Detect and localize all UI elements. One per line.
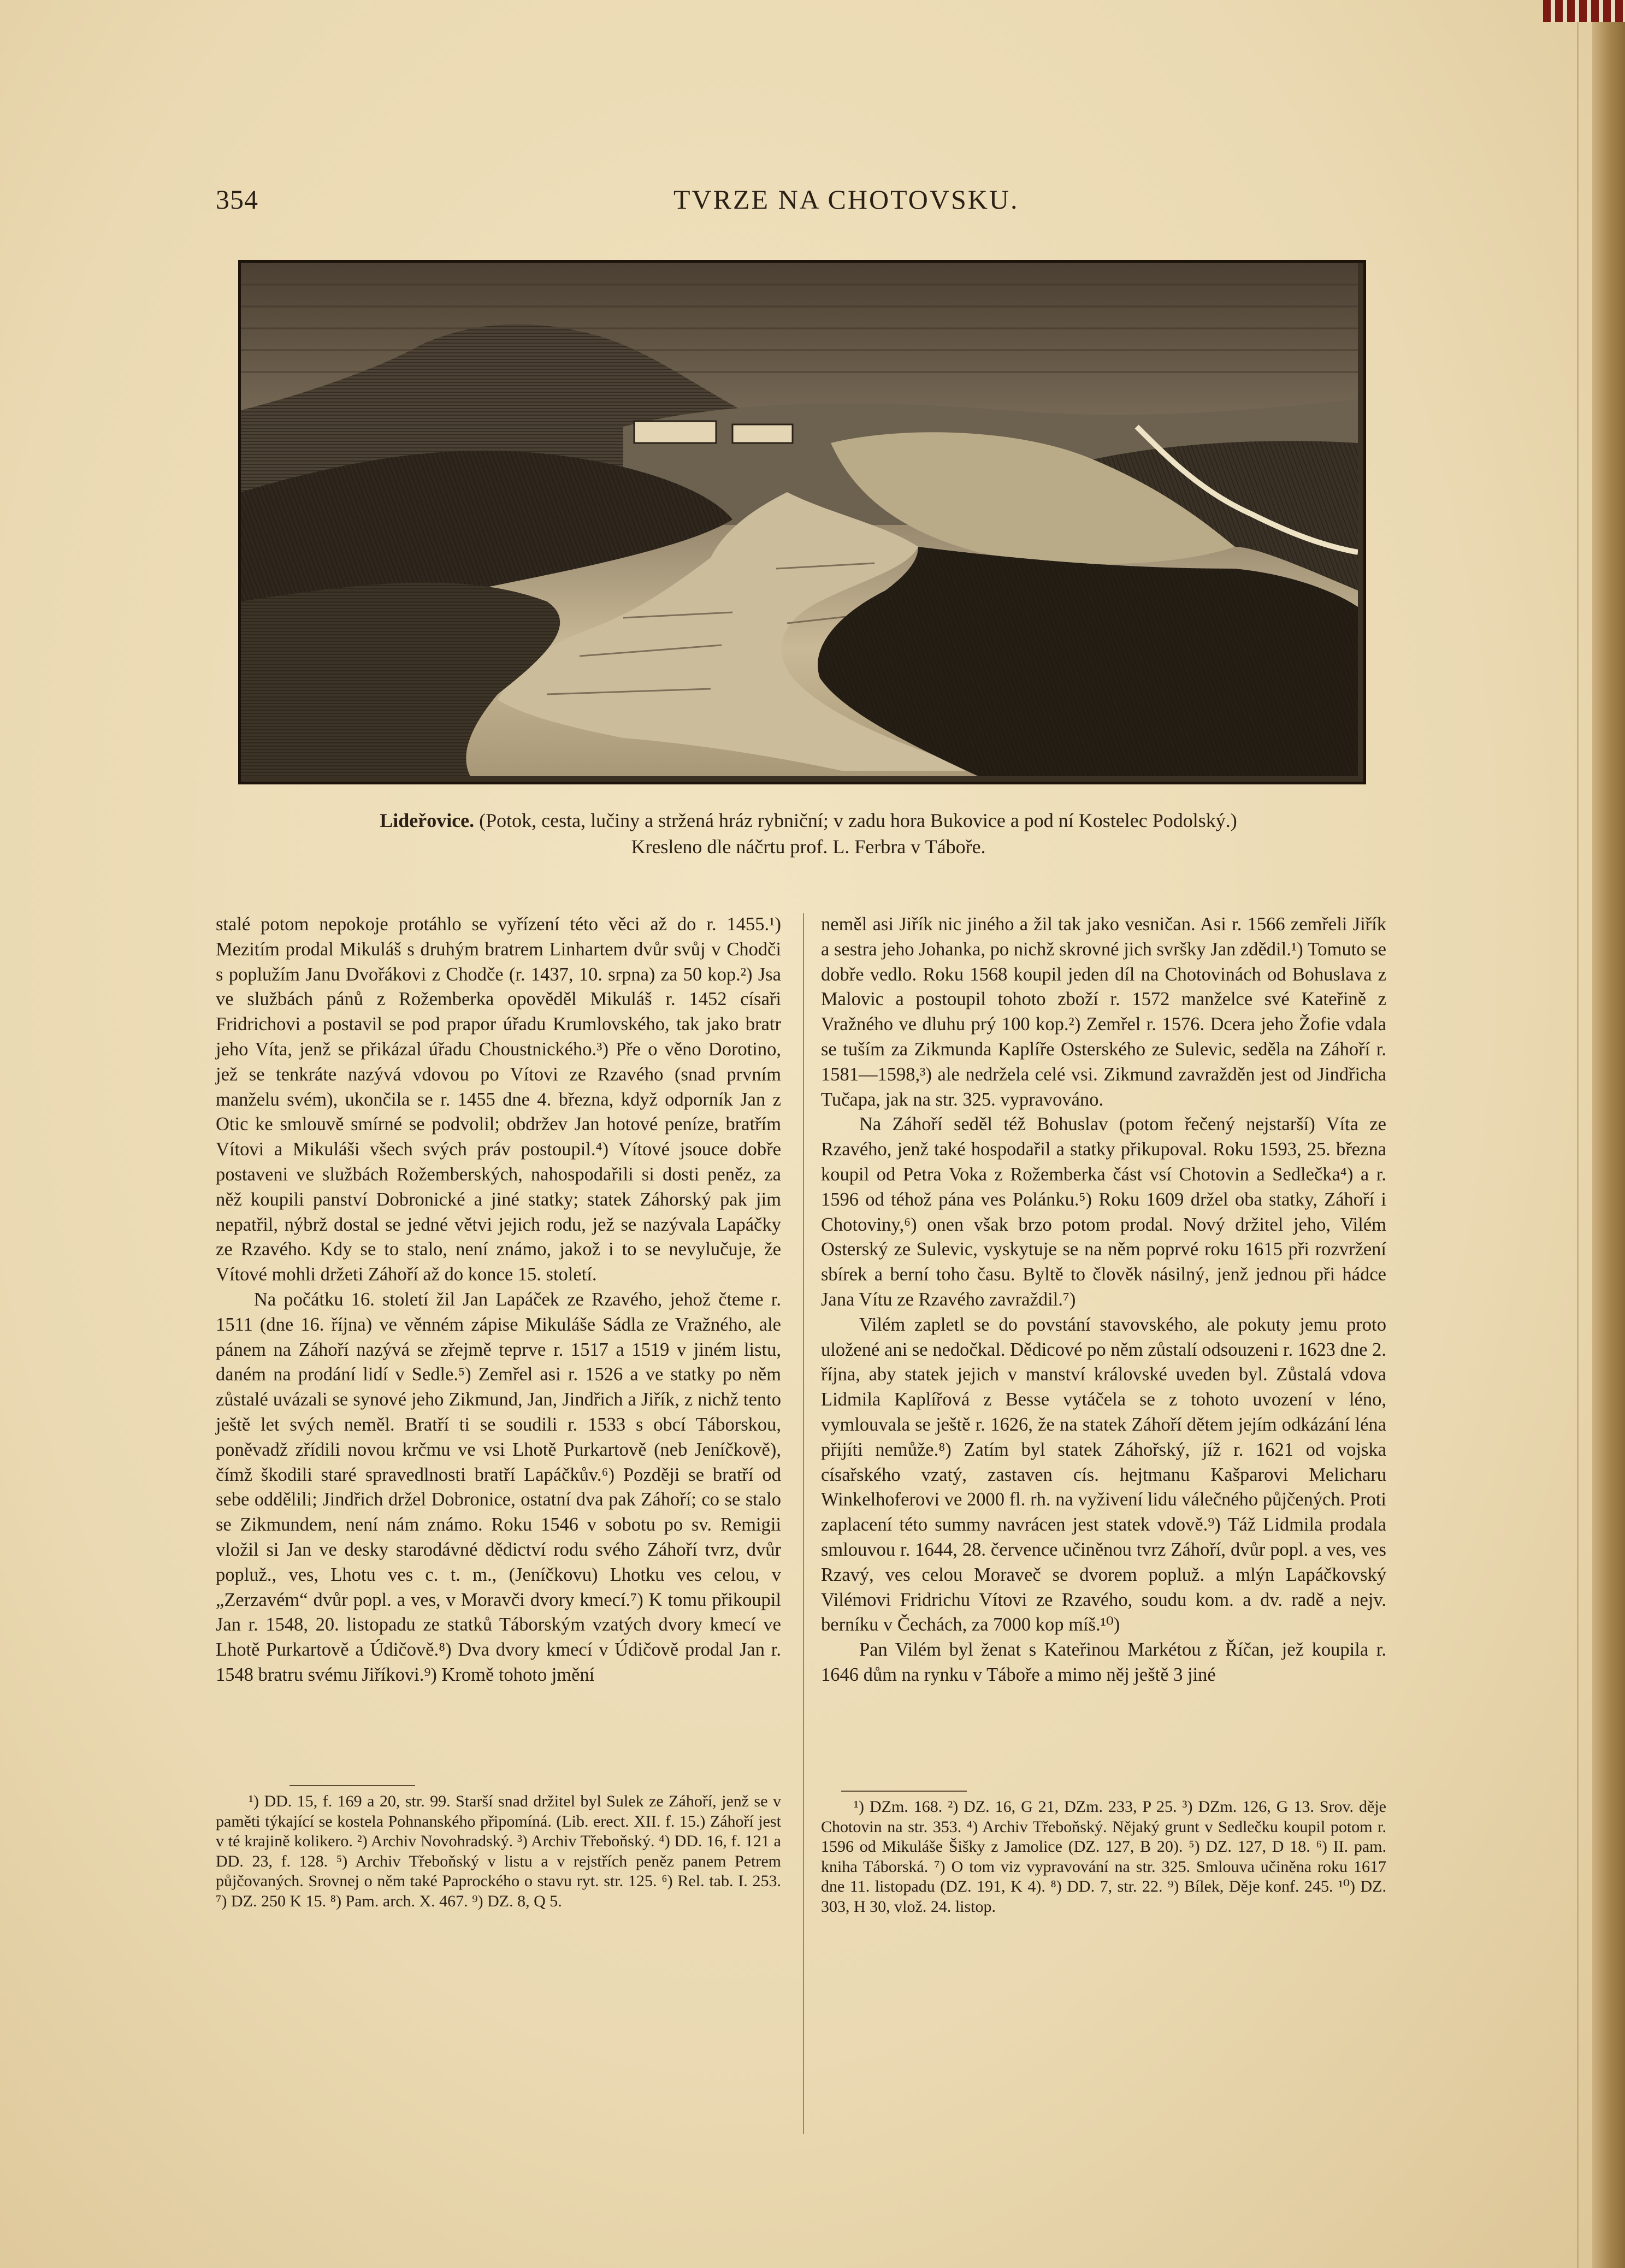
landscape-engraving-icon <box>241 263 1358 776</box>
paragraph: Na počátku 16. století žil Jan Lapáček ze Rzavého, jehož čteme r. 1511 (dne 16. října) ve věnném zápise Mikuláše Sádla ze Vražného, ale pánem na Záhoří nazývá se zřejmě teprve r. 1517 a 1519 v jiném listu, daném na prodání lidí v Sedle.⁵) Zemřel asi r. 1526 a ve statky po něm zůstalé uvázali se synové jeho Zikmund, Jan, Jindřich a Jiřík, z nichž tento ještě let svých neměl. Bratří ti se soudili r. 1533 s obcí Táborskou, poněvadž zřídili novou krčmu ve vsi Lhotě Purkartově (neb Jeníčkově), čímž škodili staré spravedlnosti bratří Lapáčkův.⁶) Později se bratří od sebe oddělili; Jindřich držel Dobronice, ostatní dva pak Záhoří; co se stalo se Zikmundem, není nám známo. Roku 1546 v sobotu po sv. Remigii vložil si Jan ve desky starodávné dědictví rodu svého Záhoří tvrz, dvůr popluž., ves, Lhotu ves c. t. m., (Jeníčkovu) Lhotku ves celou, v „Zerzavém“ dvůr popl. a ves, v Moravči dvory kmecí.⁷) K tomu přikoupil Jan r. 1548, 20. listopadu ze statků Táborským vzatých dvory kmecí ve Lhotě Purkartově a Údičově.⁸) Dva dvory kmecí v Údičově prodal Jan r. 1548 bratru svému Jiříkovi.⁹) Kromě tohoto jmění <box>216 1289 781 1685</box>
footnotes-left <box>216 1792 781 1911</box>
left-text-column <box>216 912 781 1688</box>
footnote-rule-left <box>289 1785 415 1786</box>
paragraph: Pan Vilém byl ženat s Kateřinou Markétou z Říčan, jež koupila r. 1646 dům na rynku v Táboře a mimo něj ještě 3 jiné <box>821 1639 1386 1685</box>
paragraph: stalé potom nepokoje protáhlo se vyřízení této věci až do r. 1455.¹) Mezitím prodal Mikuláš s druhým bratrem Linhartem dvůr svůj v Chodči s poplužím Janu Dvořákovi z Chodče (r. 1437, 10. srpna) za 50 kop.²) Jsa ve službách pánů z Rožemberka opověděl Mikuláš r. 1452 císaři Fridrichovi a postavil se pod prapor úřadu Krumlovského, tak jako bratr jeho Víta, jenž se přikázal úřadu Choustnického.³) Pře o věno Dorotino, jež se tenkráte nazývá vdovou po Vítovi ze Rzavého (snad prvním manželu svém), ukončila se r. 1455 dne 4. března, když odporník Jan z Otic ke smlouvě smírné se podvolil; obdržev Jan hotové peníze, bratřím Vítovi a Mikuláši všech svých práv postoupil.⁴) Vítové jsouce dobře postaveni ve službách Rožemberských, nahospodařili si dosti peněz, za něž koupili panství Dobronické a jiné statky; statek Záhorský pak jim nepatřil, nýbrž dostal se jedné větvi jejich rodu, jež se nazývala Lapáčky ze Rzavého. Kdy se to stalo, není známo, jakož i to se nevylučuje, že Vítové mohli držeti Záhoří až do konce 15. století. <box>216 914 781 1285</box>
caption-title: Lideřovice. <box>380 810 475 831</box>
footnote-block: ¹) DZm. 168. ²) DZ. 16, G 21, DZm. 233, P 25. ³) DZm. 126, G 13. Srov. děje Chotovin na str. 353. ⁴) Archiv Třeboňský. Nějaký grunt v Sedlečku koupil potom r. 1596 od Mikuláše Šišky z Jamolice (DZ. 127, B 20). ⁵) DZ. 127, D 18. ⁶) II. pam. kniha Táborská. ⁷) O tom viz vypravování na str. 325. Smlouva učiněna roku 1617 dne 11. listopadu (DZ. 191, K 4). ⁸) DD. 7, str. 22. ⁹) Bílek, Děje konf. 245. ¹⁰) DZ. 303, H 30, vlož. 24. listop. <box>821 1798 1386 1916</box>
color-calibration-strip <box>1543 0 1625 22</box>
caption-line-1 <box>273 807 1344 834</box>
footnotes-right <box>821 1797 1386 1917</box>
footnote-rule-right <box>841 1791 967 1792</box>
right-text-column <box>821 912 1386 1688</box>
page-header <box>216 184 1232 227</box>
paragraph: Vilém zapletl se do povstání stavovského, ale pokuty jemu proto uložené ani se nedočkal. Dědicové po něm zůstalí odsouzeni r. 1623 dne 2. října, aby statek jejich v manství královské uveden byl. Zůstalá vdova Lidmila Kaplířová z Besse vytáčela se z tohoto uvození v léno, vymlouvala se ještě r. 1626, že na statek Záhoří dětem jejím odkázání léna přijíti nemůže.⁸) Zatím byl statek Záhořský, jíž r. 1621 od vojska císařského vzatý, zastaven cís. hejtmanu Kašparovi Melicharu Winkelhoferovi ve 2000 fl. rh. na vyživení lidu válečného půjčených. Proti zaplacení této summy navrácen jest statek vdově.⁹) Táž Lidmila prodala smlouvou r. 1644, 28. července učiněnou tvrz Záhoří, dvůr popl. a ves, ves Rzavý, ves celou Moraveč se dvorem popluž. a mlýn Lapáčkovský Vilémovi Fridrichu Vítovi ze Rzavého, soudu kom. a dv. radě a nejv. berníku v Čechách, za 7000 kop míš.¹⁰) <box>821 1314 1386 1635</box>
landscape-engraving-image <box>238 260 1366 784</box>
caption-description: (Potok, cesta, lučiny a stržená hráz rybniční; v zadu hora Bukovice a pod ní Kostelec Podolský.) <box>479 810 1237 831</box>
paragraph: neměl asi Jiřík nic jiného a žil tak jako vesničan. Asi r. 1566 zemřeli Jiřík a sestra jeho Johanka, po nichž skrovné jich svršky Jan zdědil.¹) Tomuto se dobře vedlo. Roku 1568 koupil jeden díl na Chotovinách od Bohuslava z Malovic a postoupil tohoto zboží r. 1572 manželce své Kateřině z Vražného ve dluhu prý 100 kop.²) Zemřel r. 1576. Dcera jeho Žofie vdala se tuším za Zikmunda Kaplíře Osterského ze Sulevic, seděla na Záhoří r. 1581—1598,³) ale nedržela celé vsi. Zikmund zavražděn jest od Jindřicha Tučapa, jak na str. 325. vypravováno. <box>821 914 1386 1110</box>
page-number: 354 <box>216 184 258 215</box>
column-divider <box>803 913 804 2134</box>
footnote-block: ¹) DD. 15, f. 169 a 20, str. 99. Starší snad držitel byl Sulek ze Záhoří, jenž se v paměti týkající se kostela Pohnanského připomíná. (Lib. erect. XII. f. 15.) Záhoří jest v té krajině kolikero. ²) Archiv Novohradský. ³) Archiv Třeboňský. ⁴) DD. 16, f. 121 a DD. 23, f. 128. ⁵) Archiv Třeboňský v listu a v rejstřích peněz panem Petrem půjčovaných. Srovnej o něm také Paprockého o stavu ryt. str. 125. ⁶) Rel. tab. I. 253. ⁷) DZ. 250 K 15. ⁸) Pam. arch. X. 467. ⁹) DZ. 8, Q 5. <box>216 1792 781 1910</box>
book-spine-edge <box>1592 0 1625 2268</box>
running-title: TVRZE NA CHOTOVSKU. <box>673 184 1019 215</box>
paragraph: Na Záhoří seděl též Bohuslav (potom řečený nejstarší) Víta ze Rzavého, jenž také hospodařil a statky přikupoval. Roku 1593, 25. března koupil od Petra Voka z Rožemberka část vsí Chotovin a Sedlečka⁴) a r. 1596 od téhož pána ves Polánku.⁵) Roku 1609 držel oba statky, Záhoří i Chotoviny,⁶) onen však brzo potom prodal. Nový držitel jeho, Vilém Osterský ze Sulevic, vyskytuje se na něm poprvé roku 1615 při rozvržení sbírek a berní toho času. Byltě to člověk násilný, jenž jednou při hádce Jana Vítu ze Rzavého zavraždil.⁷) <box>821 1114 1386 1310</box>
figure-caption <box>273 807 1344 860</box>
caption-credit: Kresleno dle náčrtu prof. L. Ferbra v Táboře. <box>631 836 986 858</box>
binding-line <box>1577 0 1579 2268</box>
